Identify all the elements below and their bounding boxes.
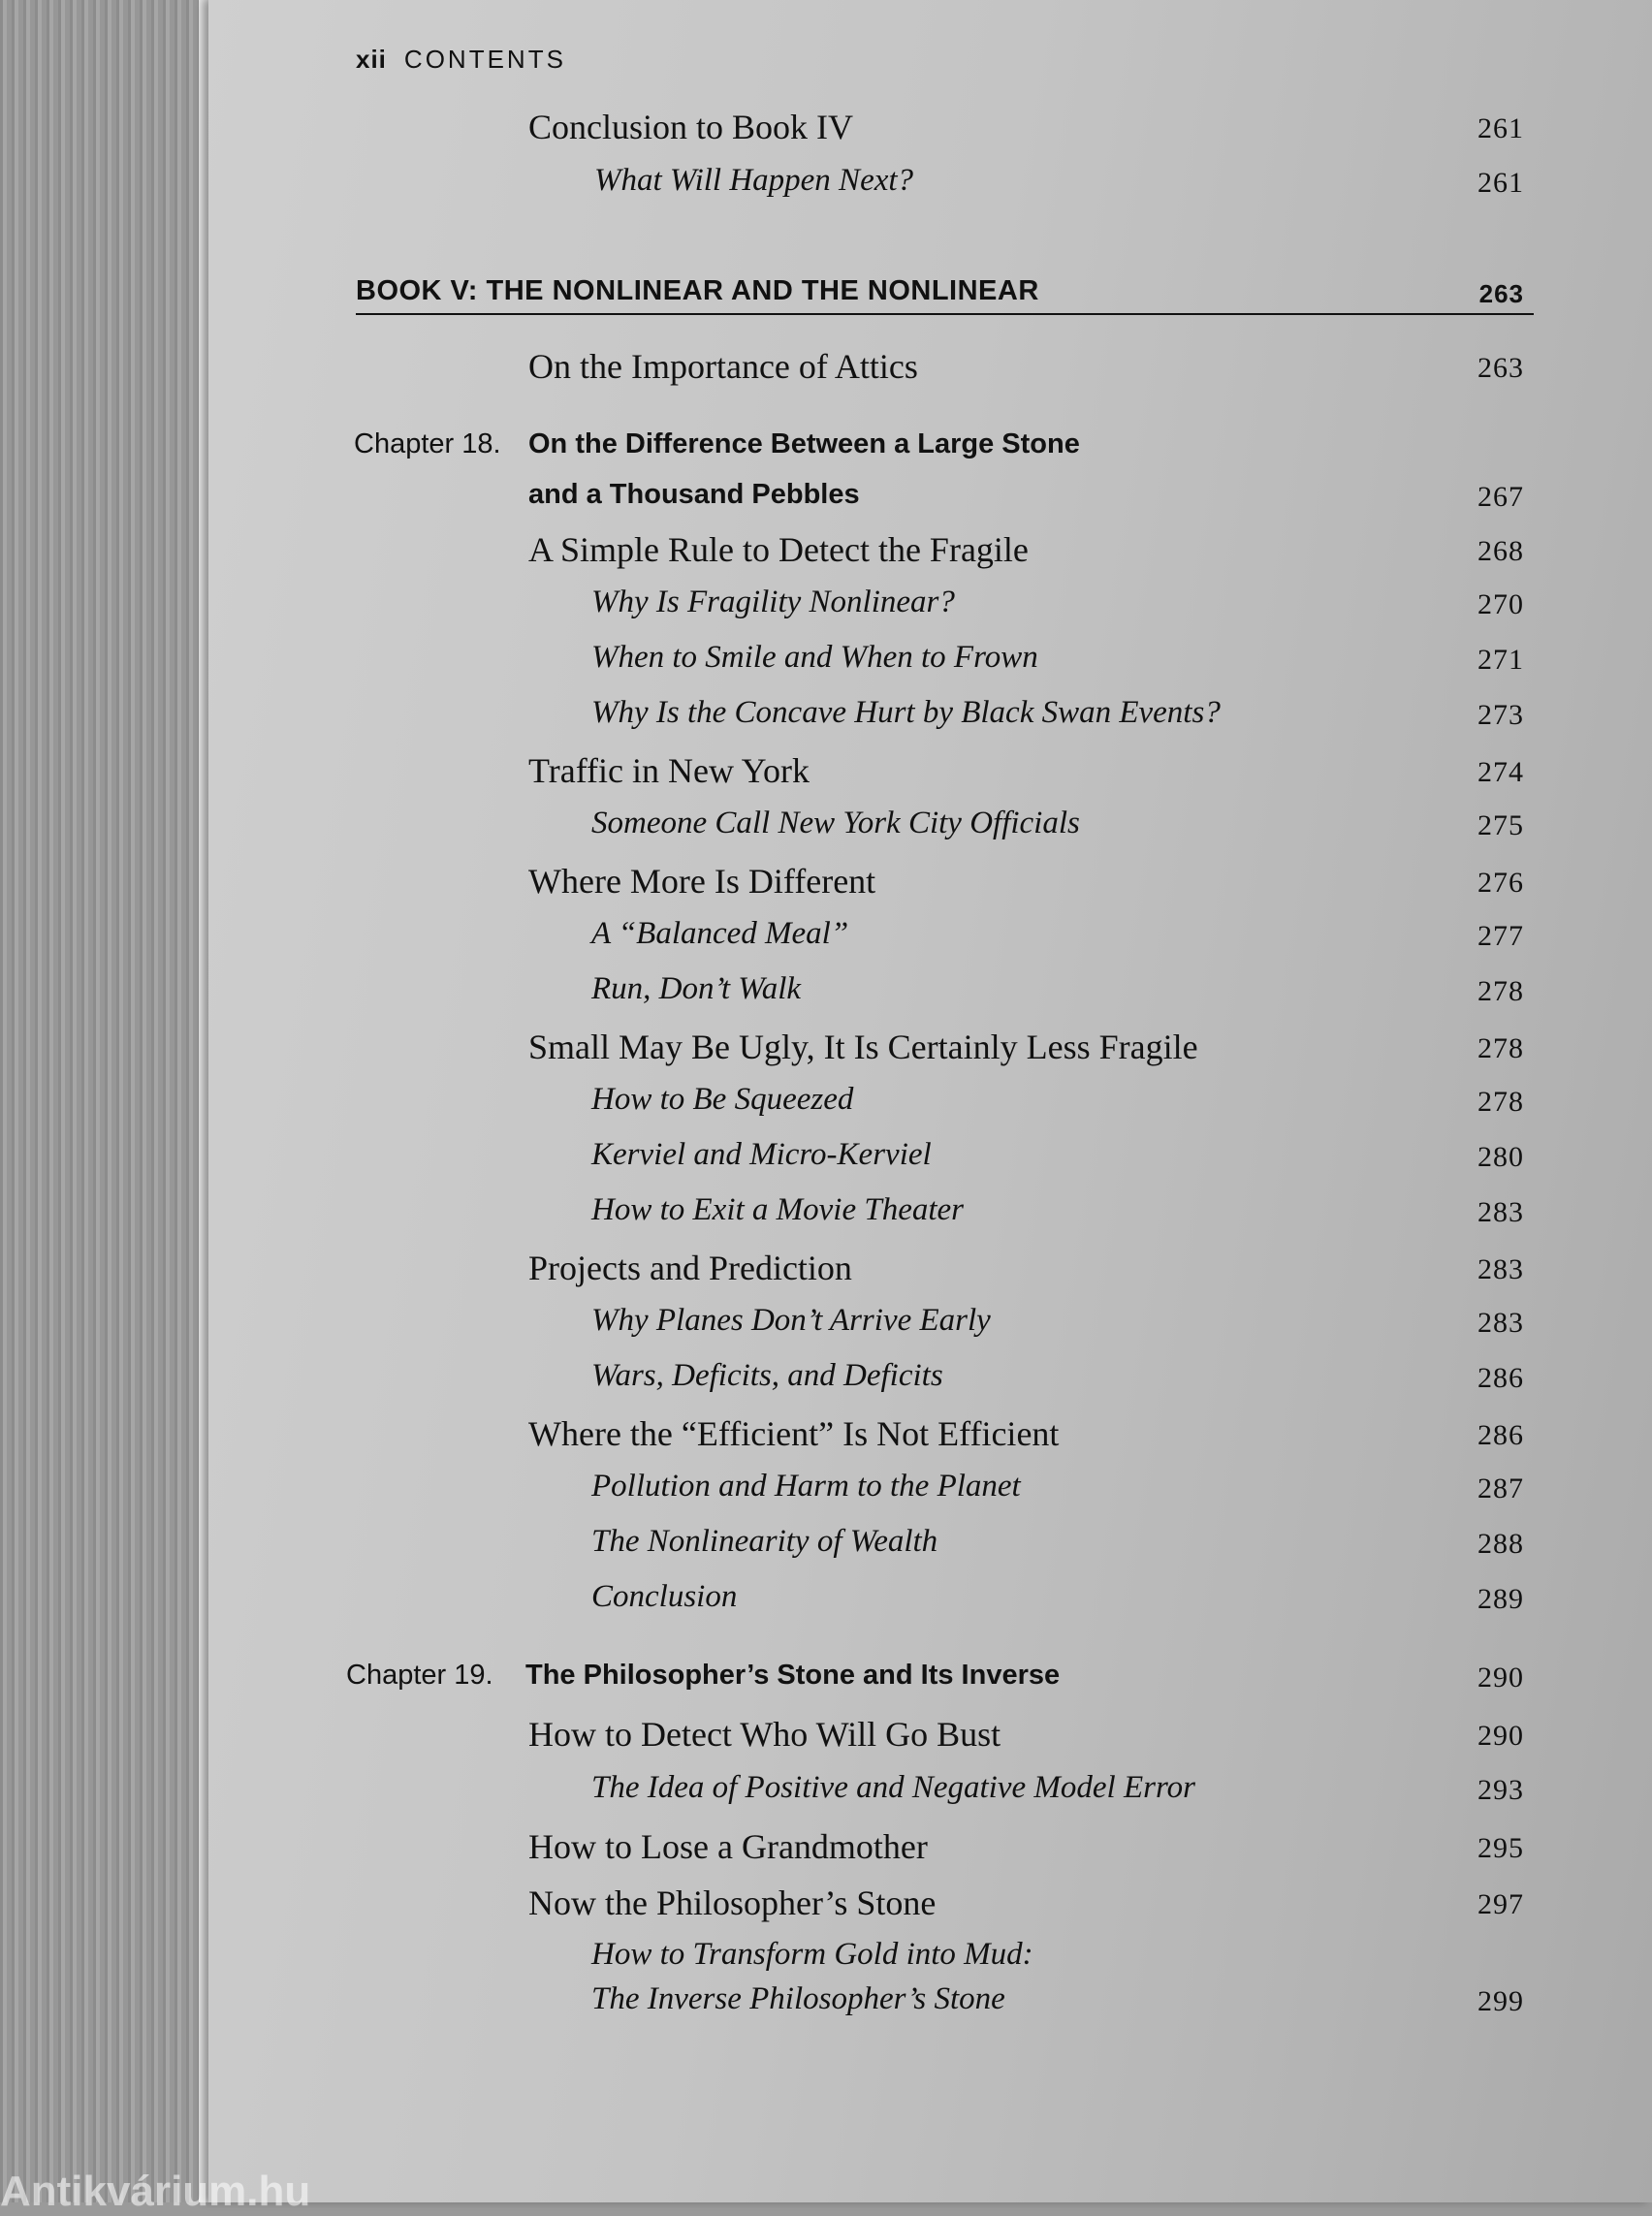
toc-entry xyxy=(208,1027,1652,1075)
header-title: CONTENTS xyxy=(403,45,566,74)
chapter-title: and a Thousand Pebbles xyxy=(528,479,860,510)
book-heading-rule xyxy=(356,313,1534,315)
toc-entry xyxy=(208,107,1652,155)
toc-entry-page: 261 xyxy=(1477,112,1524,144)
toc-entry xyxy=(208,861,1652,909)
book-heading xyxy=(208,275,1652,324)
toc-entry xyxy=(208,916,1652,965)
toc-entry-continued xyxy=(208,1981,1652,2030)
toc-entry xyxy=(208,1358,1652,1407)
toc-entry-title: How to Lose a Grandmother xyxy=(528,1827,928,1866)
chapter-heading-continued xyxy=(208,479,1652,527)
toc-entry-page: 290 xyxy=(1477,1720,1524,1752)
toc-entry-page: 286 xyxy=(1477,1419,1524,1451)
toc-entry-page: 283 xyxy=(1477,1196,1524,1228)
toc-entry-page: 275 xyxy=(1477,809,1524,841)
toc-entry-page: 286 xyxy=(1477,1362,1524,1394)
toc-entry-page: 295 xyxy=(1477,1832,1524,1864)
toc-entry xyxy=(208,806,1652,854)
toc-entry xyxy=(208,529,1652,578)
toc-entry-page: 263 xyxy=(1477,352,1524,384)
chapter-heading xyxy=(208,428,1652,477)
toc-entry-title: How to Detect Who Will Go Bust xyxy=(528,1715,1001,1754)
toc-entry-title: The Idea of Positive and Negative Model Error xyxy=(591,1770,1195,1805)
toc-entry xyxy=(208,1248,1652,1296)
toc-entry xyxy=(208,1303,1652,1351)
running-header xyxy=(356,45,566,75)
toc-entry xyxy=(208,1770,1652,1819)
toc-entry-title: How to Be Squeezed xyxy=(591,1082,854,1117)
toc-entry-page: 261 xyxy=(1477,167,1524,199)
toc-entry-title: The Nonlinearity of Wealth xyxy=(591,1524,938,1559)
toc-entry xyxy=(208,1192,1652,1241)
chapter-heading xyxy=(208,1660,1652,1708)
toc-entry-title: Wars, Deficits, and Deficits xyxy=(591,1358,943,1393)
toc-entry xyxy=(208,163,1652,211)
toc-entry-page: 278 xyxy=(1477,1086,1524,1118)
toc-entry-title: Someone Call New York City Officials xyxy=(591,806,1080,840)
toc-entry-page: 283 xyxy=(1477,1253,1524,1285)
toc-entry-title: Pollution and Harm to the Planet xyxy=(591,1469,1021,1504)
toc-entry-title: Where the “Efficient” Is Not Efficient xyxy=(528,1414,1060,1453)
toc-entry xyxy=(208,750,1652,799)
toc-entry-title: The Inverse Philosopher’s Stone xyxy=(591,1981,1005,2016)
toc-entry-title: What Will Happen Next? xyxy=(594,163,914,198)
toc-entry xyxy=(208,585,1652,633)
toc-entry xyxy=(208,971,1652,1020)
toc-entry-title: Conclusion to Book IV xyxy=(528,108,854,146)
toc-entry-page: 273 xyxy=(1477,699,1524,731)
toc-entry-title: Conclusion xyxy=(591,1579,738,1614)
book-heading-page: 263 xyxy=(1478,279,1524,308)
toc-entry-page: 299 xyxy=(1477,1985,1524,2017)
toc-entry-title: A Simple Rule to Detect the Fragile xyxy=(528,530,1029,569)
toc-entry-page: 277 xyxy=(1477,920,1524,952)
toc-entry-page: 280 xyxy=(1477,1141,1524,1173)
toc-entry xyxy=(208,1826,1652,1875)
toc-entry-title: Why Is Fragility Nonlinear? xyxy=(591,585,955,619)
toc-entry xyxy=(208,695,1652,744)
toc-entry-page: 283 xyxy=(1477,1307,1524,1339)
chapter-title: On the Difference Between a Large Stone xyxy=(528,428,1080,459)
toc-entry xyxy=(208,1469,1652,1517)
toc-entry xyxy=(208,1579,1652,1628)
toc-entry-title: Projects and Prediction xyxy=(528,1249,852,1287)
toc-entry xyxy=(208,1082,1652,1130)
toc-entry-page: 268 xyxy=(1477,535,1524,567)
toc-entry-title: Traffic in New York xyxy=(528,751,810,790)
toc-entry-page: 287 xyxy=(1477,1472,1524,1504)
toc-entry-title: How to Exit a Movie Theater xyxy=(591,1192,965,1227)
chapter-label: Chapter 19. xyxy=(346,1660,493,1691)
chapter-label: Chapter 18. xyxy=(354,428,501,459)
header-page-number: xii xyxy=(356,45,387,74)
toc-entry-page: 270 xyxy=(1477,588,1524,620)
toc-entry-page: 271 xyxy=(1477,644,1524,676)
book-page xyxy=(208,0,1652,2202)
chapter-page: 290 xyxy=(1477,1662,1524,1694)
toc-entry xyxy=(208,346,1652,395)
toc-entry xyxy=(208,1137,1652,1186)
toc-entry-page: 297 xyxy=(1477,1888,1524,1920)
toc-entry-title: Kerviel and Micro-Kerviel xyxy=(591,1137,932,1172)
toc-entry-title: When to Smile and When to Frown xyxy=(591,640,1038,675)
chapter-page: 267 xyxy=(1477,481,1524,513)
toc-entry-page: 293 xyxy=(1477,1774,1524,1806)
toc-entry-title: Why Is the Concave Hurt by Black Swan Events? xyxy=(591,695,1221,730)
toc-entry-title: How to Transform Gold into Mud: xyxy=(591,1937,1033,1972)
toc-entry-title: On the Importance of Attics xyxy=(528,347,918,386)
toc-entry-title: Small May Be Ugly, It Is Certainly Less Fragile xyxy=(528,1028,1198,1066)
toc-entry-page: 289 xyxy=(1477,1583,1524,1615)
toc-entry xyxy=(208,1883,1652,1931)
toc-entry xyxy=(208,640,1652,688)
toc-entry-title: Where More Is Different xyxy=(528,862,876,901)
toc-entry-title: Why Planes Don’t Arrive Early xyxy=(591,1303,991,1338)
toc-entry-page: 274 xyxy=(1477,756,1524,788)
background-surface xyxy=(0,0,223,2202)
chapter-title: The Philosopher’s Stone and Its Inverse xyxy=(525,1660,1061,1691)
toc-entry xyxy=(208,1937,1652,1985)
watermark-text: Antikvárium.hu xyxy=(0,2168,311,2215)
toc-entry xyxy=(208,1524,1652,1572)
toc-entry-title: Now the Philosopher’s Stone xyxy=(528,1884,937,1922)
toc-entry-page: 278 xyxy=(1477,1032,1524,1064)
toc-entry-title: Run, Don’t Walk xyxy=(591,971,802,1006)
toc-entry-title: A “Balanced Meal” xyxy=(591,916,849,951)
book-heading-title: BOOK V: THE NONLINEAR AND THE NONLINEAR xyxy=(356,275,1039,306)
toc-entry xyxy=(208,1413,1652,1462)
toc-entry-page: 288 xyxy=(1477,1528,1524,1560)
toc-entry-page: 276 xyxy=(1477,867,1524,899)
toc-entry-page: 278 xyxy=(1477,975,1524,1007)
toc-entry xyxy=(208,1714,1652,1762)
